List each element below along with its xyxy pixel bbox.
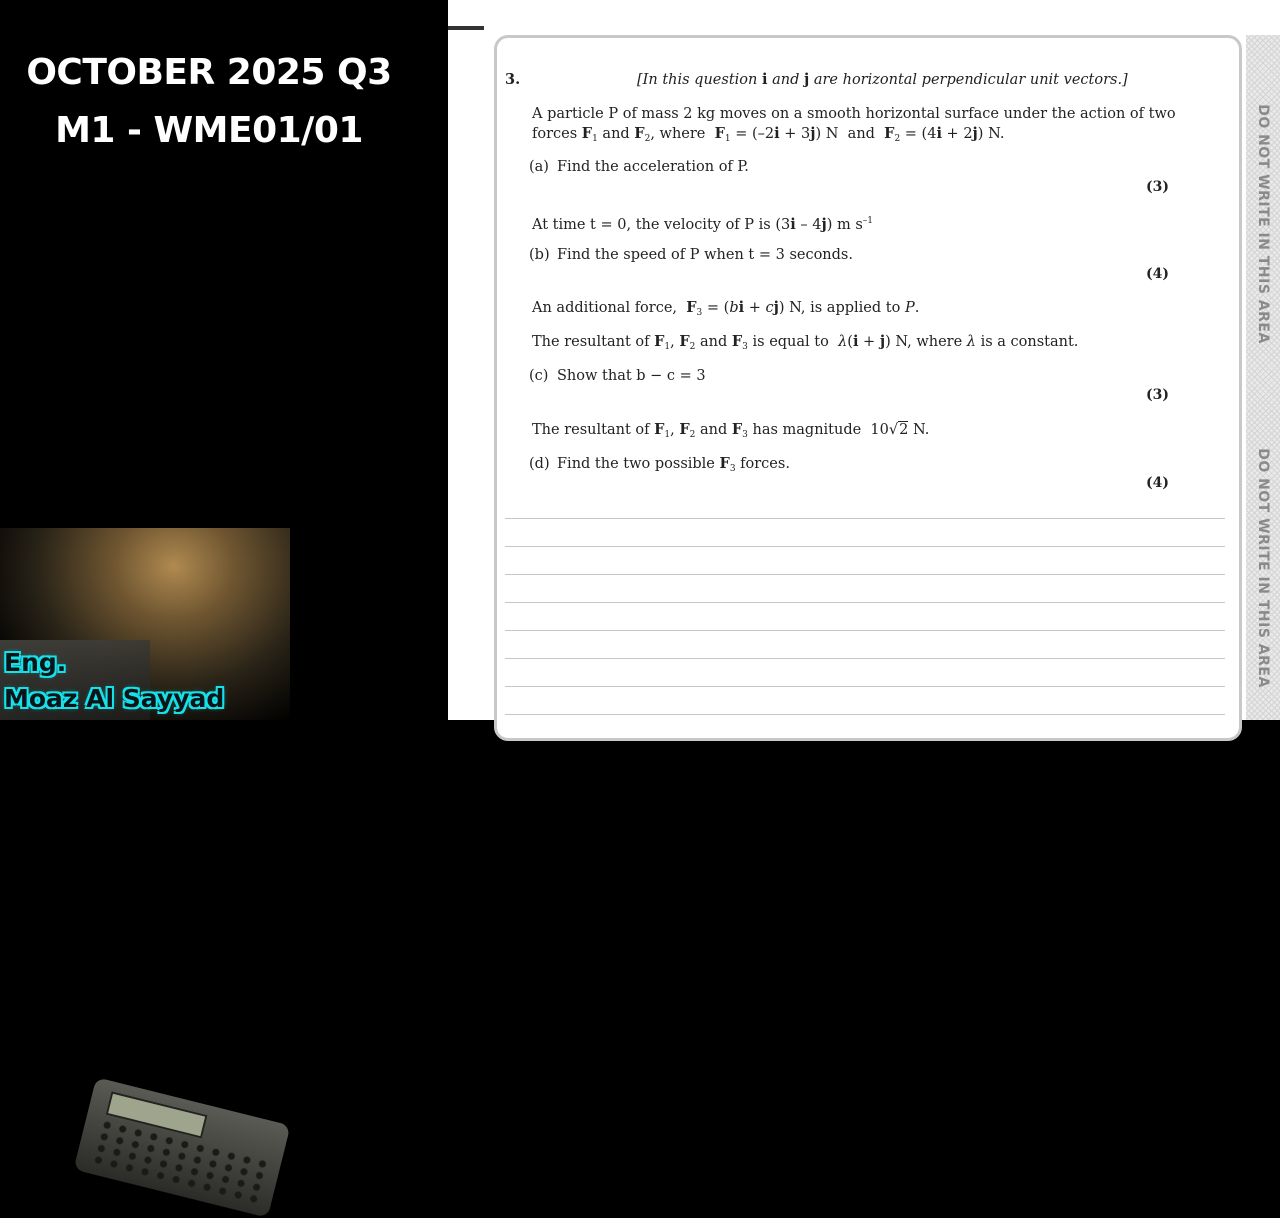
part-d-label: (d) — [529, 456, 550, 472]
velocity-statement: At time t = 0, the velocity of P is (3i – 4j) m $s^{-1}$ — [532, 215, 874, 233]
question-note — [637, 71, 1128, 89]
author-title: Eng. — [4, 648, 67, 677]
answer-line — [505, 546, 1225, 547]
answer-line — [505, 574, 1225, 575]
note-part: and — [767, 72, 804, 88]
answer-line — [505, 630, 1225, 631]
resultant-statement: The resultant of $F_1$, $F_2$ and $F_3$ is equal to λ(i + j) N, where λ is a constant. — [532, 333, 1079, 352]
answer-line — [505, 602, 1225, 603]
part-d-marks: (4) — [1146, 475, 1169, 491]
answer-line — [505, 686, 1225, 687]
margin-notice-lower: DO NOT WRITE IN THIS AREA — [1255, 448, 1271, 688]
part-a-text: Find the acceleration of P. — [557, 159, 749, 175]
question-intro-line1: A particle P of mass 2 kg moves on a smooth horizontal surface under the action of two — [532, 106, 1176, 122]
part-b-label: (b) — [529, 247, 550, 263]
part-b-marks: (4) — [1146, 266, 1169, 282]
note-j: j — [803, 71, 810, 88]
part-c-text: Show that b − c = 3 — [557, 368, 706, 384]
part-c-label: (c) — [529, 368, 549, 384]
note-part: are horizontal perpendicular unit vectors.] — [809, 72, 1128, 88]
answer-line — [505, 658, 1225, 659]
page-edge-mark — [448, 26, 484, 30]
answer-line — [505, 518, 1225, 519]
calculator-icon — [73, 1077, 290, 1218]
magnitude-statement: The resultant of $F_1$, $F_2$ and $F_3$ has magnitude 10√2 N. — [532, 421, 930, 440]
part-a-label: (a) — [529, 159, 549, 175]
note-part: [In this question — [637, 72, 762, 88]
note-i: i — [761, 71, 768, 88]
part-b-text: Find the speed of P when t = 3 seconds. — [557, 247, 853, 263]
paper-code: M1 - WME01/01 — [55, 110, 363, 151]
part-a-marks: (3) — [1146, 179, 1169, 195]
part-c-marks: (3) — [1146, 387, 1169, 403]
additional-force-statement: An additional force, $F_3 = (bi + cj)$ N, is applied to P. — [532, 299, 920, 318]
author-name: Moaz Al Sayyad — [4, 684, 225, 713]
answer-line — [505, 714, 1225, 715]
part-d-text: Find the two possible $F_3$ forces. — [557, 455, 790, 474]
margin-notice-upper: DO NOT WRITE IN THIS AREA — [1255, 104, 1271, 344]
video-title: OCTOBER 2025 Q3 — [26, 52, 392, 93]
question-intro-line2: forces $F_1$ and $F_2$, where $F_1 = (-2i + 3j)$ N and $F_2 = (4i + 2j)$ N. — [532, 125, 1005, 144]
question-number: 3. — [505, 71, 521, 88]
branding-panel — [0, 0, 448, 720]
velocity-prefix: At time t = 0, the velocity of P is — [532, 216, 771, 233]
